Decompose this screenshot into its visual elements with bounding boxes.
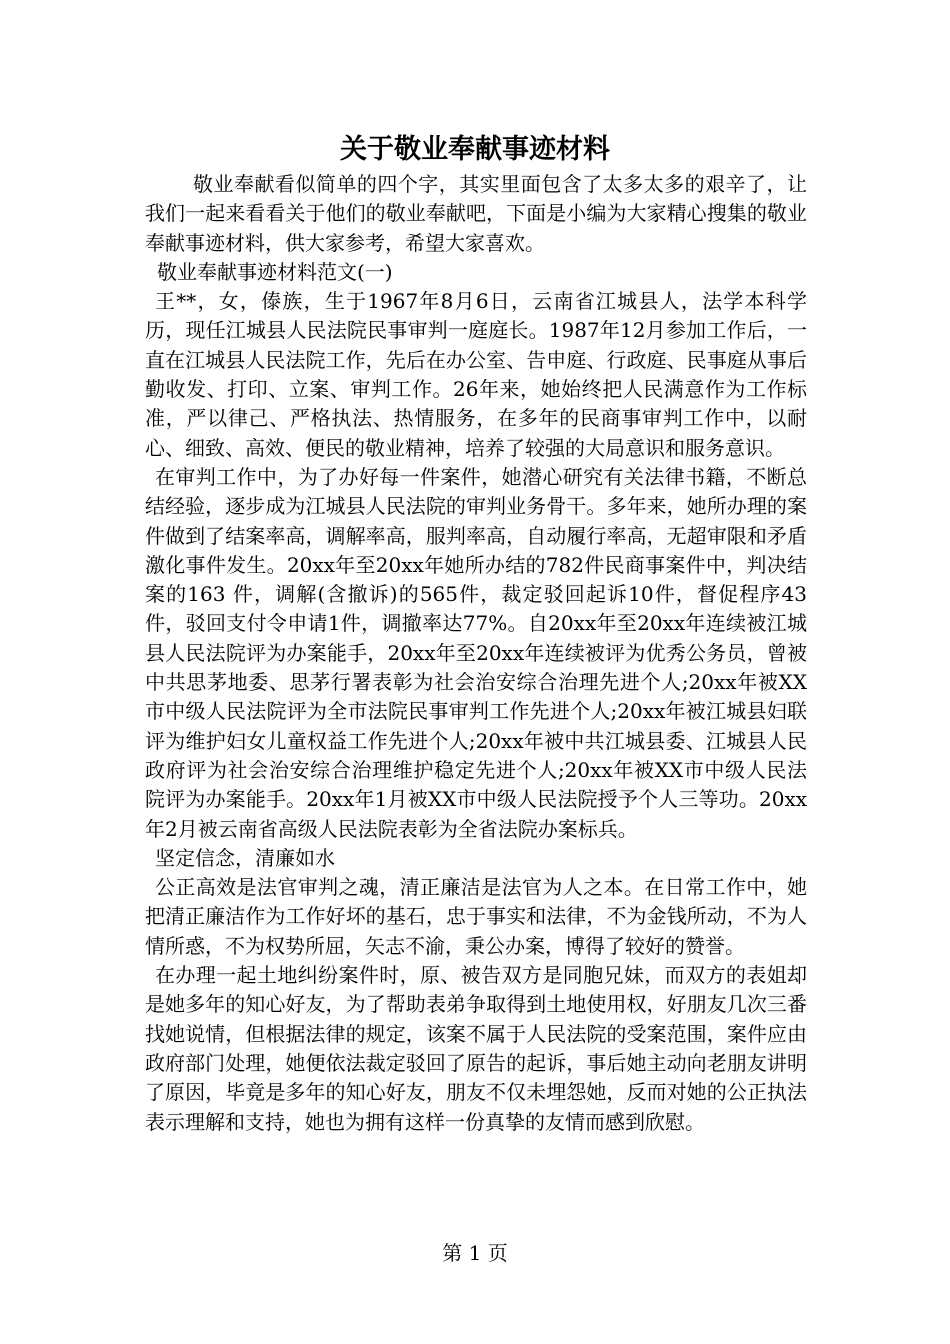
paragraph-4: 在办理一起土地纠纷案件时，原、被告双方是同胞兄妹，而双方的表姐却是她多年的知心好友，为了帮助表弟争取得到土地使用权，好朋友几次三番找她说情，但根据法律的规定，该案不属于人民法院的受案范围，案件应由政府部门处理，她便依法裁定驳回了原告的起诉，事后她主动向老朋友讲明了原因，毕竟是多年的知心好友，朋友不仅未埋怨她，反而对她的公正执法表示理解和支持，她也为拥有这样一份真挚的友情而感到欣慰。 — [145, 963, 807, 1134]
paragraph-3: 公正高效是法官审判之魂，清正廉洁是法官为人之本。在日常工作中，她把清正廉洁作为工作好坏的基石，忠于事实和法律，不为金钱所动，不为人情所惑，不为权势所屈，矢志不渝，秉公办案，博得了较好的赞誉。 — [145, 875, 807, 958]
document-title: 关于敬业奉献事迹材料 — [340, 134, 610, 165]
section-heading: 敬业奉献事迹材料范文(一) — [157, 259, 393, 284]
subheading: 坚定信念，清廉如水 — [155, 845, 335, 870]
document-body — [145, 170, 807, 1137]
page-number: 第 1 页 — [442, 1241, 508, 1265]
paragraph-2: 在审判工作中，为了办好每一件案件，她潜心研究有关法律书籍，不断总结经验，逐步成为江城县人民法院的审判业务骨干。多年来，她所办理的案件做到了结案率高，调解率高，服判率高，自动履行率高，无超审限和矛盾激化事件发生。20xx年至20xx年她所办结的782件民商事案件中，判决结案的163 件，调解(含撤诉)的565件，裁定驳回起诉10件，督促程序43件，驳回支付令申请1件，调撤率达77%。自20xx年至20xx年连续被江城县人民法院评为办案能手，20xx年至20xx年连续被评为优秀公务员，曾被中共思茅地委、思茅行署表彰为社会治安综合治理先进个人;20xx年被XX市中级人民法院评为全市法院民事审判工作先进个人;20xx年被江城县妇联评为维护妇女儿童权益工作先进个人;20xx年被中共江城县委、江城县人民政府评为社会治安综合治理维护稳定先进个人;20xx年被XX市中级人民法院评为办案能手。20xx年1月被XX市中级人民法院授予个人三等功。20xx年2月被云南省高级人民法院表彰为全省法院办案标兵。 — [145, 464, 807, 841]
paragraph-1: 王**，女，傣族，生于1967年8月6日，云南省江城县人，法学本科学历，现任江城县人民法院民事审判一庭庭长。1987年12月参加工作后，一直在江城县人民法院工作，先后在办公室、告申庭、行政庭、民事庭从事后勤收发、打印、立案、审判工作。26年来，她始终把人民满意作为工作标准，严以律己、严格执法、热情服务，在多年的民商事审判工作中，以耐心、细致、高效、便民的敬业精神，培养了较强的大局意识和服务意识。 — [145, 289, 807, 460]
intro-paragraph: 敬业奉献看似简单的四个字，其实里面包含了太多太多的艰辛了，让我们一起来看看关于他们的敬业奉献吧，下面是小编为大家精心搜集的敬业奉献事迹材料，供大家参考，希望大家喜欢。 — [145, 172, 807, 255]
